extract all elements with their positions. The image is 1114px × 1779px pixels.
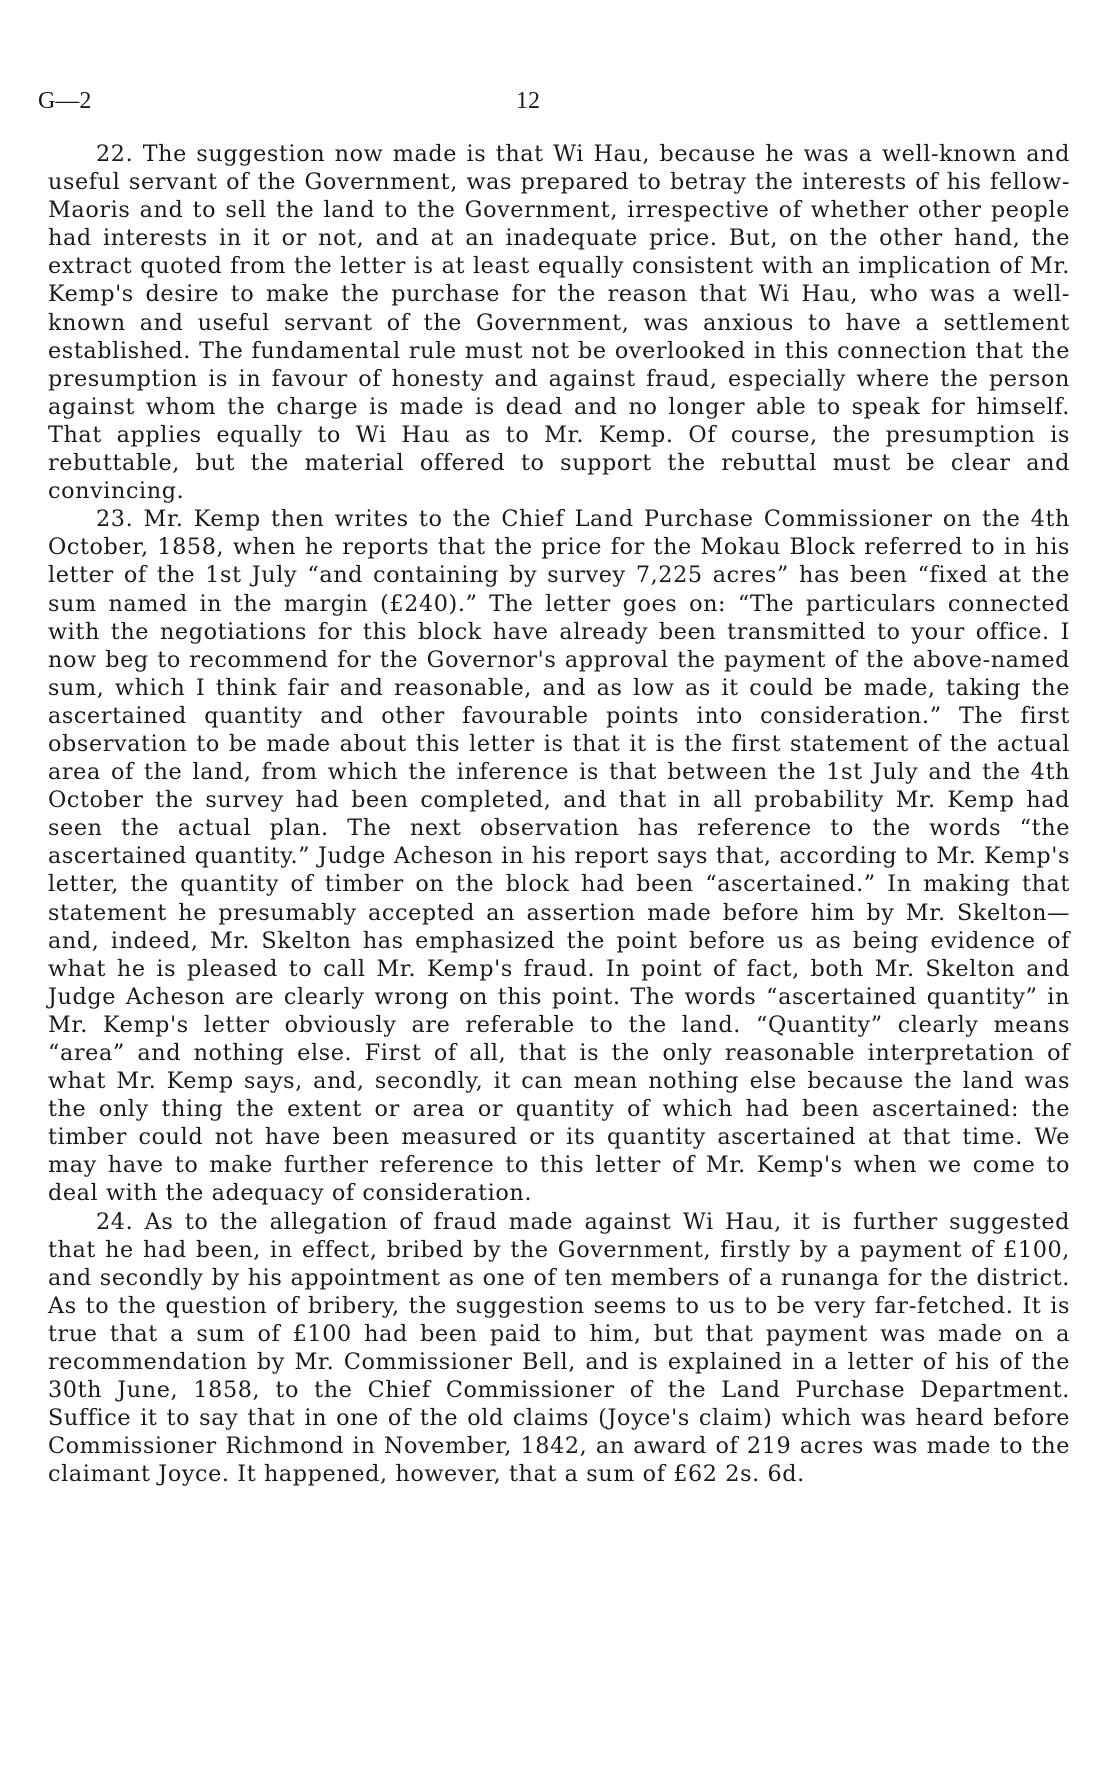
page-header	[38, 86, 1018, 116]
page-number: 12	[516, 88, 540, 114]
paragraph-22: 22. The suggestion now made is that Wi Hau, because he was a well-known and useful servant of the Government, was prepared to betray the interests of his fellow-Maoris and to sell the land to the Government, irrespective of whether other people had interests in it or not, and at an inadequate price. But, on the other hand, the extract quoted from the letter is at least equally consistent with an implication of Mr. Kemp's desire to make the purchase for the reason that Wi Hau, who was a well-known and useful servant of the Government, was anxious to have a settlement established. The fundamental rule must not be overlooked in this connection that the presumption is in favour of honesty and against fraud, especially where the person against whom the charge is made is dead and no longer able to speak for himself. That applies equally to Wi Hau as to Mr. Kemp. Of course, the presumption is rebuttable, but the material offered to support the rebuttal must be clear and convincing.	[48, 141, 1070, 505]
paragraph-24: 24. As to the allegation of fraud made against Wi Hau, it is further suggested that he had been, in effect, bribed by the Government, firstly by a payment of £100, and secondly by his appointment as one of ten members of a runanga for the district. As to the question of bribery, the suggestion seems to us to be very far-fetched. It is true that a sum of £100 had been paid to him, but that payment was made on a recommendation by Mr. Commissioner Bell, and is explained in a letter of his of the 30th June, 1858, to the Chief Commissioner of the Land Purchase Department. Suffice it to say that in one of the old claims (Joyce's claim) which was heard before Commissioner Richmond in November, 1842, an award of 219 acres was made to the claimant Joyce. It happened, however, that a sum of £62 2s. 6d.	[48, 1208, 1070, 1488]
series-code: G—2	[38, 88, 92, 114]
body-text	[48, 140, 1070, 1489]
paragraph-23: 23. Mr. Kemp then writes to the Chief Land Purchase Commissioner on the 4th October, 1858, when he reports that the price for the Mokau Block referred to in his letter of the 1st July “and containing by survey 7,225 acres” has been “fixed at the sum named in the margin (£240).” The letter goes on: “The particulars connected with the negotiations for this block have already been transmitted to your office. I now beg to recommend for the Governor's approval the payment of the above-named sum, which I think fair and reasonable, and as low as it could be made, taking the ascertained quantity and other favourable points into consideration.” The first observation to be made about this letter is that it is the first statement of the actual area of the land, from which the inference is that between the 1st July and the 4th October the survey had been completed, and that in all probability Mr. Kemp had seen the actual plan. The next observation has reference to the words “the ascertained quantity.” Judge Acheson in his report says that, according to Mr. Kemp's letter, the quantity of timber on the block had been “ascertained.” In making that statement he presumably accepted an assertion made before him by Mr. Skelton—and, indeed, Mr. Skelton has emphasized the point before us as being evidence of what he is pleased to call Mr. Kemp's fraud. In point of fact, both Mr. Skelton and Judge Acheson are clearly wrong on this point. The words “ascertained quantity” in Mr. Kemp's letter obviously are referable to the land. “Quantity” clearly means “area” and nothing else. First of all, that is the only reasonable interpretation of what Mr. Kemp says, and, secondly, it can mean nothing else because the land was the only thing the extent or area or quantity of which had been ascertained: the timber could not have been measured or its quantity ascertained at that time. We may have to make further reference to this letter of Mr. Kemp's when we come to deal with the adequacy of consideration.	[48, 506, 1070, 1207]
